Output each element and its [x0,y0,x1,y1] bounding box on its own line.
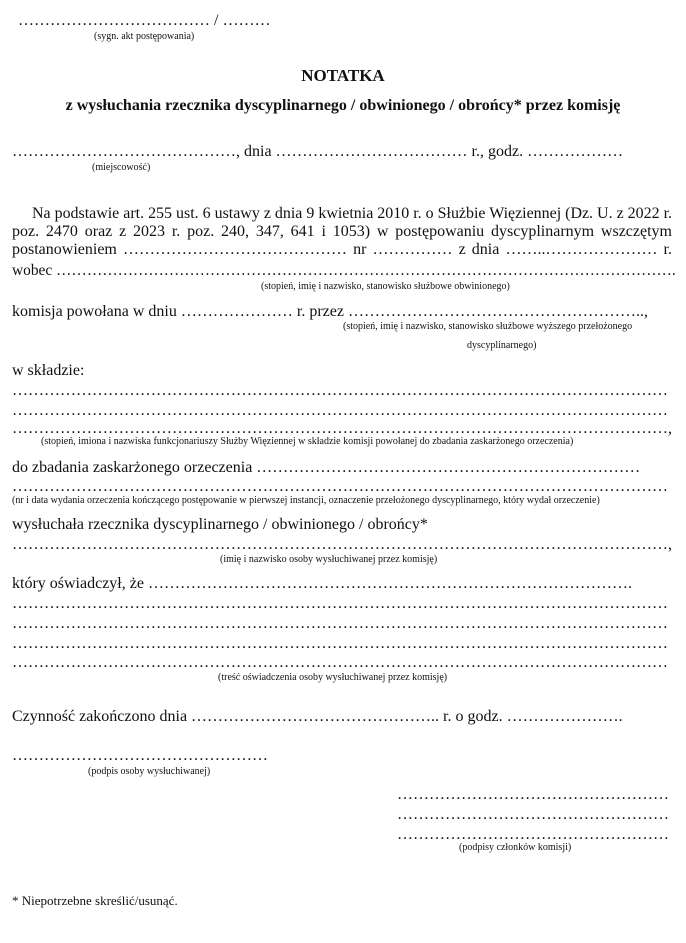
composition-line-2: …………………………………………………………………………………………………………… [12,402,668,419]
examination-line-2: …………………………………………………………………………………………………………… [12,478,668,495]
heard-person-line: wysłuchała rzecznika dyscyplinarnego / obwinionego / obrońcy* [12,516,428,533]
commission-appointed-line: komisja powołana w dniu ………………… r. przez ……………………………………………….., [12,303,648,320]
paragraph-line-1: Na podstawie art. 255 ust. 6 ustawy z dnia 9 kwietnia 2010 r. o Służbie Więziennej (Dz. U. z 2022 r. [32,205,672,222]
footnote: * Niepotrzebne skreślić/usunąć. [12,893,178,908]
document-title: NOTATKA [301,66,385,85]
heard-person-line-2: ……………………………………………………………………………………………………………, [12,536,672,553]
examination-line: do zbadania zaskarżonego orzeczenia ……………………………………………………………… [12,459,641,476]
composition-caption: (stopień, imiona i nazwiska funkcjonariuszy Służby Więziennej w składzie komisji powołanej do zbadania zaskarżonego orzeczenia) [41,436,574,447]
statement-line-3: …………………………………………………………………………………………………………… [12,615,668,632]
heard-person-signature-caption: (podpis osoby wysłuchiwanej) [88,766,211,777]
member-signature-line-1: …………………………………………… [397,786,669,803]
statement-line-2: …………………………………………………………………………………………………………… [12,595,668,612]
commission-caption-2: dyscyplinarnego) [467,340,537,351]
document-subtitle: z wysłuchania rzecznika dyscyplinarnego / obwinionego / obrońcy* przez komisję [65,97,621,114]
statement-line-4: …………………………………………………………………………………………………………… [12,635,668,652]
accused-caption: (stopień, imię i nazwisko, stanowisko służbowe obwinionego) [261,281,510,292]
place-caption: (miejscowość) [92,162,151,173]
place-date-line: ……………………………………, dnia ……………………………… r., godz. ……………… [12,143,624,160]
member-signature-line-2: …………………………………………… [397,806,669,823]
statement-line-5: …………………………………………………………………………………………………………… [12,654,668,671]
heard-person-signature-line: ………………………………………… [12,747,268,764]
case-signature-line: ……………………………… / ……… [18,12,271,29]
paragraph-line-3: postanowieniem …………………………………… nr …………… z dnia ……..………………… r. [12,241,672,258]
composition-label: w składzie: [12,362,85,379]
statement-caption: (treść oświadczenia osoby wysłuchiwanej przez komisję) [218,672,448,683]
completion-line: Czynność zakończono dnia ……………………………………….. r. o godz. …………………. [12,708,623,725]
composition-line-1: …………………………………………………………………………………………………………… [12,382,668,399]
accused-line: wobec …………………………………………………………………………………………………………. [12,262,676,279]
examination-caption: (nr i data wydania orzeczenia kończącego postępowanie w pierwszej instancji, oznaczenie przełożonego dyscyplinarnego, który wydał orzeczenie) [12,495,600,506]
member-signature-line-3: …………………………………………… [397,826,669,843]
commission-caption-1: (stopień, imię i nazwisko, stanowisko służbowe wyższego przełożonego [343,321,633,332]
case-signature-caption: (sygn. akt postępowania) [94,31,195,42]
legal-basis-paragraph [12,205,672,259]
heard-person-caption: (imię i nazwisko osoby wysłuchiwanej przez komisję) [220,554,438,565]
member-signatures-caption: (podpisy członków komisji) [459,842,572,853]
paragraph-line-2: poz. 2470 oraz z 2023 r. poz. 240, 347, 641 i 1053) w postępowaniu dyscyplinarnym wszczętym [12,223,672,240]
statement-line: który oświadczył, że ………………………………………………………………………………. [12,575,632,592]
composition-line-3: ……………………………………………………………………………………………………………, [12,420,672,437]
